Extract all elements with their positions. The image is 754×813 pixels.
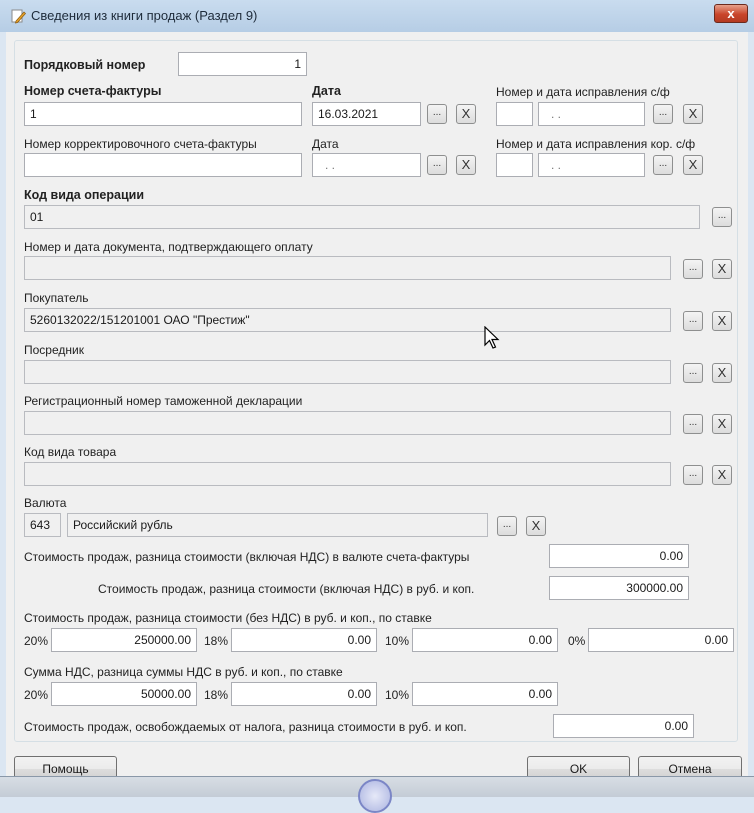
buyer-input[interactable]: 5260132022/151201001 ОАО "Престиж" bbox=[24, 308, 671, 332]
invoice-correction-clear-button[interactable]: X bbox=[683, 104, 703, 124]
corrective-date-clear-button[interactable]: X bbox=[456, 155, 476, 175]
invoice-correction-date-input[interactable]: . . bbox=[538, 102, 645, 126]
vat-rate-label: 20% bbox=[24, 688, 49, 702]
vat-rate-label: 18% bbox=[204, 688, 229, 702]
window-title: Сведения из книги продаж (Раздел 9) bbox=[31, 8, 258, 23]
vat-amount-input[interactable]: 0.00 bbox=[412, 682, 558, 706]
sales-in-currency-input[interactable]: 0.00 bbox=[549, 544, 689, 568]
invoice-date-picker-button[interactable]: ... bbox=[427, 104, 447, 124]
goods-code-input[interactable] bbox=[24, 462, 671, 486]
customs-label: Регистрационный номер таможенной декларации bbox=[24, 394, 303, 408]
operation-code-label: Код вида операции bbox=[24, 188, 145, 202]
currency-code-input[interactable]: 643 bbox=[24, 513, 61, 537]
corrective-correction-date-input[interactable]: . . bbox=[538, 153, 645, 177]
invoice-date-input[interactable]: 16.03.2021 bbox=[312, 102, 421, 126]
exempt-sales-input[interactable]: 0.00 bbox=[553, 714, 694, 738]
dialog-body bbox=[6, 32, 748, 796]
start-orb-icon[interactable] bbox=[358, 779, 392, 813]
currency-label: Валюта bbox=[24, 496, 67, 510]
sales-no-vat-input[interactable]: 0.00 bbox=[231, 628, 377, 652]
corrective-correction-picker-button[interactable]: ... bbox=[653, 155, 673, 175]
goods-code-clear-button[interactable]: X bbox=[712, 465, 732, 485]
vat-rate-label: 10% bbox=[385, 688, 410, 702]
help-button[interactable]: Помощь bbox=[14, 756, 117, 782]
invoice-number-label: Номер счета-фактуры bbox=[24, 84, 162, 98]
goods-code-picker-button[interactable]: ... bbox=[683, 465, 703, 485]
payment-doc-picker-button[interactable]: ... bbox=[683, 259, 703, 279]
buyer-label: Покупатель bbox=[24, 291, 89, 305]
customs-input[interactable] bbox=[24, 411, 671, 435]
sales-in-rub-input[interactable]: 300000.00 bbox=[549, 576, 689, 600]
sales-no-vat-rate-label: 0% bbox=[568, 634, 586, 648]
customs-picker-button[interactable]: ... bbox=[683, 414, 703, 434]
currency-name-input[interactable]: Российский рубль bbox=[67, 513, 488, 537]
vat-amount-label: Сумма НДС, разница суммы НДС в руб. и коп., по ставке bbox=[24, 665, 343, 679]
title-bar bbox=[0, 0, 754, 32]
intermediary-clear-button[interactable]: X bbox=[712, 363, 732, 383]
payment-doc-label: Номер и дата документа, подтверждающего оплату bbox=[24, 240, 313, 254]
sales-no-vat-label: Стоимость продаж, разница стоимости (без НДС) в руб. и коп., по ставке bbox=[24, 611, 432, 625]
serial-number-label: Порядковый номер bbox=[24, 58, 146, 72]
window-close-button[interactable]: x bbox=[714, 4, 748, 23]
invoice-correction-number-input[interactable] bbox=[496, 102, 533, 126]
payment-doc-clear-button[interactable]: X bbox=[712, 259, 732, 279]
serial-number-input[interactable]: 1 bbox=[178, 52, 307, 76]
sales-in-currency-label: Стоимость продаж, разница стоимости (включая НДС) в валюте счета-фактуры bbox=[24, 550, 470, 564]
sales-no-vat-input[interactable]: 250000.00 bbox=[51, 628, 197, 652]
operation-code-input[interactable]: 01 bbox=[24, 205, 700, 229]
currency-picker-button[interactable]: ... bbox=[497, 516, 517, 536]
vat-amount-input[interactable]: 0.00 bbox=[231, 682, 377, 706]
vat-amount-input[interactable]: 50000.00 bbox=[51, 682, 197, 706]
intermediary-input[interactable] bbox=[24, 360, 671, 384]
sales-no-vat-input[interactable]: 0.00 bbox=[412, 628, 558, 652]
sales-in-rub-label: Стоимость продаж, разница стоимости (включая НДС) в руб. и коп. bbox=[98, 582, 475, 596]
buyer-clear-button[interactable]: X bbox=[712, 311, 732, 331]
corrective-correction-label: Номер и дата исправления кор. с/ф bbox=[496, 137, 696, 151]
ok-button[interactable]: OK bbox=[527, 756, 630, 782]
sales-no-vat-rate-label: 10% bbox=[385, 634, 410, 648]
intermediary-label: Посредник bbox=[24, 343, 84, 357]
corrective-date-label: Дата bbox=[312, 137, 339, 151]
sales-no-vat-rate-label: 18% bbox=[204, 634, 229, 648]
corrective-date-picker-button[interactable]: ... bbox=[427, 155, 447, 175]
corrective-invoice-number-input[interactable] bbox=[24, 153, 302, 177]
buyer-picker-button[interactable]: ... bbox=[683, 311, 703, 331]
invoice-number-input[interactable]: 1 bbox=[24, 102, 302, 126]
payment-doc-input[interactable] bbox=[24, 256, 671, 280]
invoice-date-label: Дата bbox=[312, 84, 341, 98]
goods-code-label: Код вида товара bbox=[24, 445, 117, 459]
mouse-cursor-icon bbox=[484, 326, 502, 352]
invoice-date-clear-button[interactable]: X bbox=[456, 104, 476, 124]
invoice-correction-picker-button[interactable]: ... bbox=[653, 104, 673, 124]
customs-clear-button[interactable]: X bbox=[712, 414, 732, 434]
invoice-correction-label: Номер и дата исправления с/ф bbox=[496, 85, 670, 99]
corrective-invoice-label: Номер корректировочного счета-фактуры bbox=[24, 137, 257, 151]
corrective-date-input[interactable]: . . bbox=[312, 153, 421, 177]
exempt-sales-label: Стоимость продаж, освобождаемых от налога, разница стоимости в руб. и коп. bbox=[24, 720, 467, 734]
sales-no-vat-input[interactable]: 0.00 bbox=[588, 628, 734, 652]
taskbar bbox=[0, 776, 754, 797]
intermediary-picker-button[interactable]: ... bbox=[683, 363, 703, 383]
currency-clear-button[interactable]: X bbox=[526, 516, 546, 536]
sales-no-vat-rate-label: 20% bbox=[24, 634, 49, 648]
form-group bbox=[14, 40, 738, 742]
operation-code-picker-button[interactable]: ... bbox=[712, 207, 732, 227]
corrective-correction-number-input[interactable] bbox=[496, 153, 533, 177]
corrective-correction-clear-button[interactable]: X bbox=[683, 155, 703, 175]
edit-document-icon bbox=[10, 8, 26, 24]
cancel-button[interactable]: Отмена bbox=[638, 756, 742, 782]
